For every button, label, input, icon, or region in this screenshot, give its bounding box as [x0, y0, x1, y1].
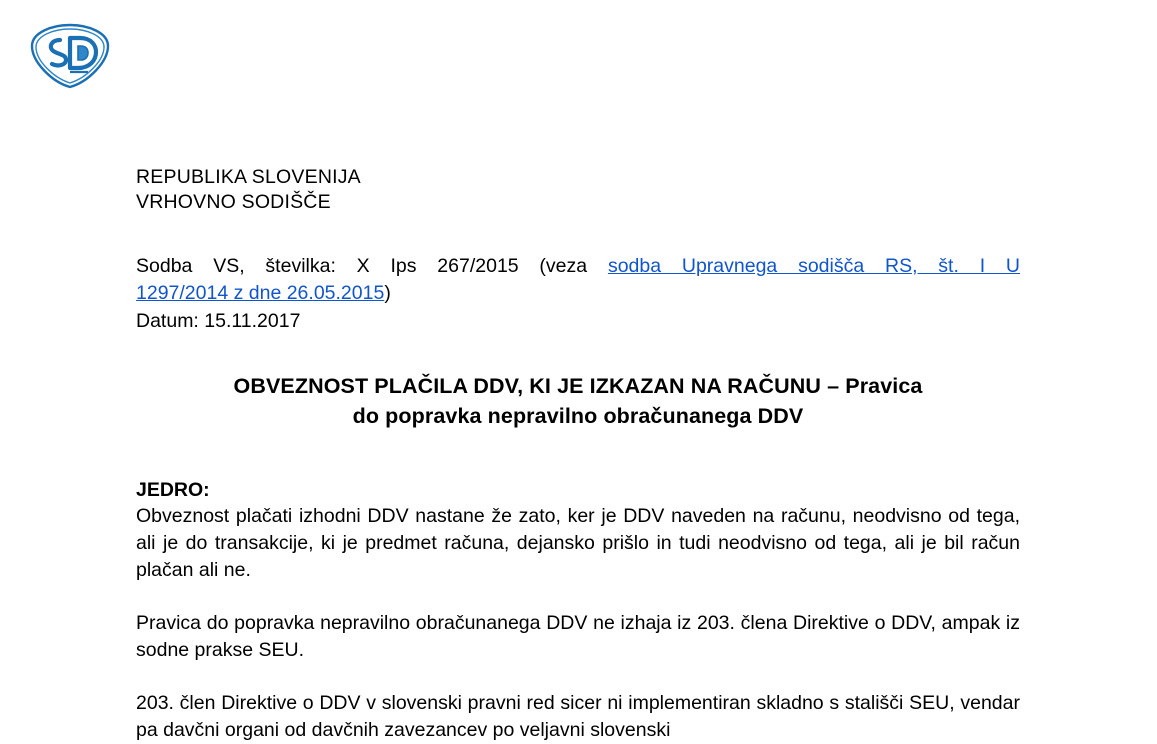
page-title	[136, 371, 1020, 431]
case-reference	[136, 253, 1020, 335]
jedro-paragraph-3: 203. člen Direktive o DDV v slovenski pravni red sicer ni implementiran skladno s stališči SEU, vendar pa davčni organi od davčnih zavezancev po veljavni slovenski	[136, 692, 1020, 741]
country-line: REPUBLIKA SLOVENIJA	[136, 166, 361, 188]
page-title-line1: OBVEZNOST PLAČILA DDV, KI JE IZKAZAN NA RAČUNU – Pravica	[233, 374, 923, 398]
reference-suffix: )	[384, 282, 391, 304]
section-heading-jedro: JEDRO:	[136, 479, 210, 501]
case-number-text: Sodba VS, številka: X Ips 267/2015 (veza	[136, 255, 608, 277]
court-name-line: VRHOVNO SODIŠČE	[136, 191, 331, 213]
page-title-line2: do popravka nepravilno obračunanega DDV	[352, 404, 804, 428]
jedro-paragraph-1: Obveznost plačati izhodni DDV nastane že zato, ker je DDV naveden na računu, neodvisno od tega, ali je do transakcije, ki je predmet računa, dejansko prišlo in tudi neodvisno od tega, ali je bil račun plačan ali ne.	[136, 505, 1020, 581]
related-judgment-link-part2[interactable]: 1297/2014 z dne 26.05.2015	[136, 282, 385, 304]
document-date: Datum: 15.11.2017	[136, 310, 301, 332]
jedro-paragraph-2: Pravica do popravka nepravilno obračunanega DDV ne izhaja iz 203. člena Direktive o DDV, ampak iz sodne prakse SEU.	[136, 612, 1020, 661]
court-header	[136, 165, 1020, 215]
emblem-icon	[26, 22, 114, 90]
document-body	[136, 165, 1020, 744]
supreme-court-emblem	[26, 22, 114, 90]
related-judgment-link-part1[interactable]: sodba Upravnega sodišča RS, št. I U	[607, 255, 1021, 277]
